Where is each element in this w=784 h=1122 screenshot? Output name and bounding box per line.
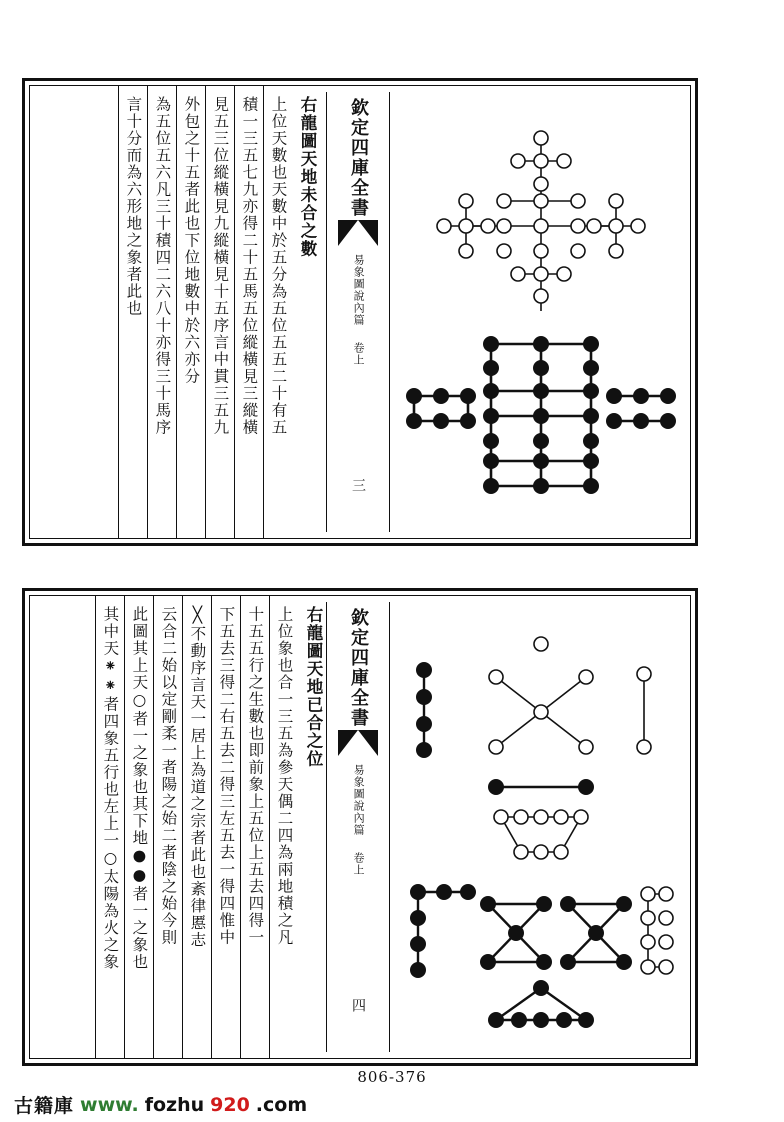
watermark — [14, 1091, 307, 1118]
watermark-numbers: 920 — [210, 1093, 250, 1116]
panel-1-spine-sub: 易象圖說內篇 — [352, 254, 366, 326]
panel-2-frame — [22, 588, 698, 1066]
panel-2-spine — [326, 602, 390, 1052]
hetu-diagram-svg — [396, 106, 686, 526]
luoshu-diagram-svg — [396, 622, 686, 1042]
watermark-fozhu: fozhu — [144, 1093, 205, 1116]
page-footer-number: 806-376 — [357, 1068, 427, 1086]
panel-2-column-7: 其中天⁕⁕者四象五行也左上一○太陽為火之象 — [95, 596, 124, 1058]
panel-2-inner-border — [29, 595, 691, 1059]
panel-2-column-3: 下五去三得二右五去二得三左五去一得四惟中 — [211, 596, 240, 1058]
panel-1-column-5: 為五位五六凡三十積四二六八十亦得三十馬序 — [147, 86, 176, 538]
panel-1-column-6: 言十分而為六形地之象者此也 — [118, 86, 147, 538]
watermark-www: www. — [80, 1093, 139, 1116]
panel-1-column-3: 見五三位縱橫見九縱橫見十五序言中貫三五九 — [205, 86, 234, 538]
panel-1-spine-volume: 卷上 — [352, 342, 365, 366]
panel-1-page-number: 三 — [350, 478, 366, 492]
panel-2-column-2: 十五五行之生數也即前象上五位上五去四得一 — [240, 596, 269, 1058]
panel-2-column-1: 上位象也合一三五為參天偶二四為兩地積之凡 — [269, 596, 298, 1058]
panel-1-column-4: 外包之十五者此也下位地數中於六亦分 — [176, 86, 205, 538]
fishtail-icon — [338, 730, 378, 756]
watermark-cn: 古籍庫 — [14, 1095, 75, 1117]
panel-2-column-6: 此圖其上天○者一之象也其下地●●者一之象也 — [124, 596, 153, 1058]
panel-2-spine-sub: 易象圖說內篇 — [352, 764, 366, 836]
panel-2-spine-title: 欽定四庫全書 — [348, 608, 369, 728]
panel-1-frame — [22, 78, 698, 546]
panel-1-spine — [326, 92, 390, 532]
watermark-domain: .com — [255, 1093, 308, 1116]
panel-2-column-4: ╳不動序言天一居上為道之宗者此也紊律慝志 — [182, 596, 211, 1058]
panel-1-heading: 右龍圖天地未合之數 — [298, 96, 317, 258]
panel-2-diagram — [396, 622, 686, 1042]
panel-2-page-number: 四 — [350, 998, 366, 1012]
panel-2-spine-volume: 卷上 — [352, 852, 365, 876]
panel-2-column-5: 云合二始以定剛柔一者陽之始二者陰之始今則 — [153, 596, 182, 1058]
fishtail-icon — [338, 220, 378, 246]
panel-2-text-columns — [48, 596, 328, 1058]
panel-1-spine-title: 欽定四庫全書 — [348, 98, 369, 218]
panel-1-text-columns — [54, 86, 322, 538]
panel-1-inner-border — [29, 85, 691, 539]
panel-1-column-1: 上位天數也天數中於五分為五位五五二十有五 — [263, 86, 292, 538]
panel-1-diagram — [396, 106, 686, 526]
panel-1-column-2: 積一三五七九亦得二十五馬五位縱橫見三縱橫 — [234, 86, 263, 538]
panel-2-heading: 右龍圖天地已合之位 — [304, 606, 323, 768]
